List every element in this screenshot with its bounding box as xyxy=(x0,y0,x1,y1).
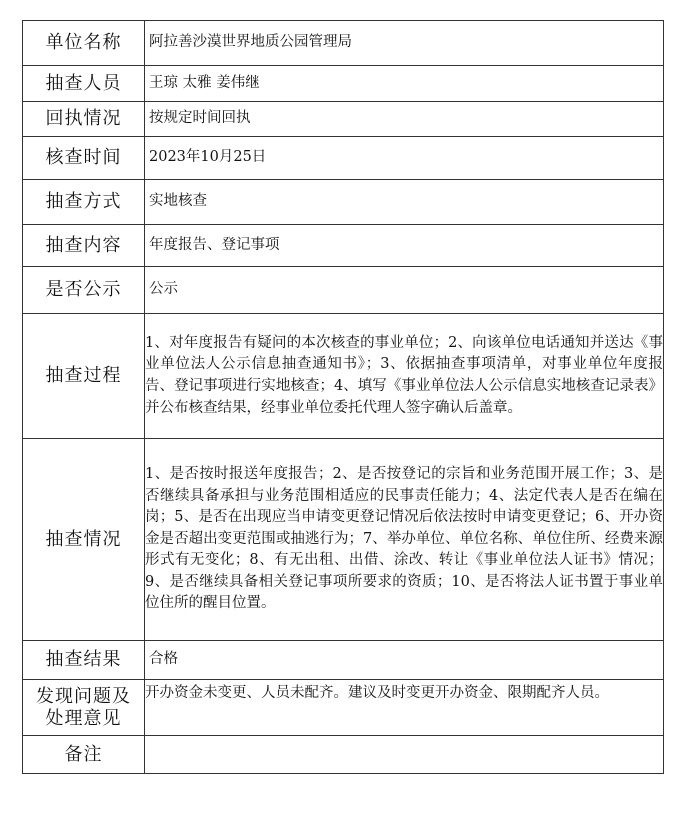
row-label: 抽查人员 xyxy=(23,66,145,102)
row-value: 合格 xyxy=(145,641,664,680)
row-label xyxy=(23,680,145,736)
row-value: 1、是否按时报送年度报告；2、是否按登记的宗旨和业务范围开展工作；3、是否继续具备承担与业务范围相适应的民事责任能力；4、法定代表人是否在编在岗；5、是否在出现应当申请变更登记情况后依法按时申请变更登记；6、开办资金是否超出变更范围或抽逃行为；7、举办单位、单位名称、单位住所、经费来源形式有无变化；8、有无出租、出借、涂改、转让《事业单位法人证书》情况；9、是否继续具备相关登记事项所要求的资质；10、是否将法人证书置于事业单位住所的醒目位置。 xyxy=(145,439,664,641)
row-label: 抽查内容 xyxy=(23,225,145,267)
row-inspection-content xyxy=(23,225,664,267)
row-label: 抽查结果 xyxy=(23,641,145,680)
row-receipt-status xyxy=(23,102,664,137)
row-label: 核查时间 xyxy=(23,137,145,180)
row-value: 王琼 太雅 姜伟继 xyxy=(145,66,664,102)
inspection-record-table xyxy=(22,20,664,774)
row-value: 年度报告、登记事项 xyxy=(145,225,664,267)
row-value: 按规定时间回执 xyxy=(145,102,664,137)
row-label: 抽查情况 xyxy=(23,439,145,641)
row-unit-name xyxy=(23,21,664,66)
row-value: 阿拉善沙漠世界地质公园管理局 xyxy=(145,21,664,66)
row-issues-and-handling xyxy=(23,680,664,736)
row-value xyxy=(145,736,664,774)
row-value: 2023年10月25日 xyxy=(145,137,664,180)
row-inspection-result xyxy=(23,641,664,680)
row-inspection-process xyxy=(23,314,664,439)
row-inspection-situation xyxy=(23,439,664,641)
row-value: 公示 xyxy=(145,267,664,314)
row-inspection-method xyxy=(23,180,664,225)
row-value: 实地核查 xyxy=(145,180,664,225)
row-label: 是否公示 xyxy=(23,267,145,314)
row-label-line: 发现问题及 xyxy=(36,685,131,707)
row-value: 开办资金未变更、人员未配齐。建议及时变更开办资金、限期配齐人员。 xyxy=(145,680,664,736)
row-label: 备注 xyxy=(23,736,145,774)
row-remarks xyxy=(23,736,664,774)
row-label: 抽查方式 xyxy=(23,180,145,225)
row-value: 1、对年度报告有疑问的本次核查的事业单位；2、向该单位电话通知并送达《事业单位法人公示信息抽查通知书》；3、依据抽查事项清单，对事业单位年度报告、登记事项进行实地核查；4、填写《事业单位法人公示信息实地核查记录表》并公布核查结果，经事业单位委托代理人签字确认后盖章。 xyxy=(145,314,664,439)
row-inspectors xyxy=(23,66,664,102)
row-label-line: 处理意见 xyxy=(45,707,122,729)
row-label: 回执情况 xyxy=(23,102,145,137)
row-verification-time xyxy=(23,137,664,180)
row-label: 单位名称 xyxy=(23,21,145,66)
row-label: 抽查过程 xyxy=(23,314,145,439)
row-publicity xyxy=(23,267,664,314)
